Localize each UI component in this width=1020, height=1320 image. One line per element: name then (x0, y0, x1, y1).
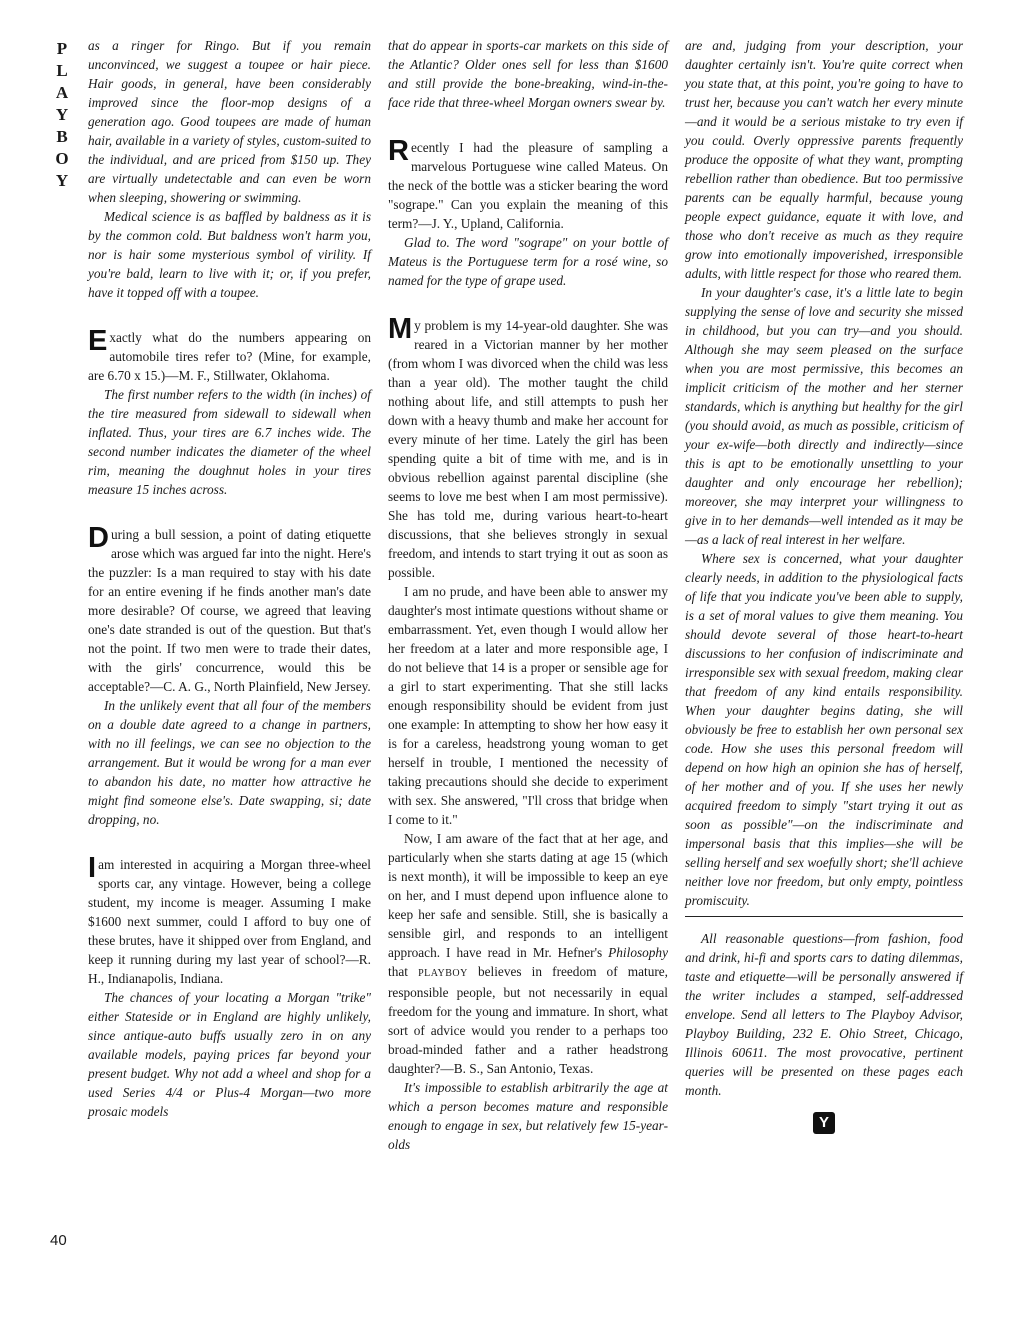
baldness-answer: Medical science is as baffled by baldness as it is by the common cold. But baldness won't harm you, nor is hair some mysterious symbol of virility. If you're bald, learn to live with it; or, if you prefer, have it topped off with a toupee. (88, 209, 371, 300)
section-divider (685, 916, 963, 917)
drop-cap: D (88, 522, 109, 554)
morgan-answer: The chances of your locating a Morgan "trike" either Stateside or in England are highly unlikely, since antique-auto buffs usually zero in on any available models, paying prices far beyond your present budget. Why not add a wheel and shop for a used Series 4/4 or Plus-4 Morgan—two more prosaic models (88, 990, 371, 1119)
rabbit-logo-icon: Y (813, 1112, 835, 1134)
tires-question (88, 325, 371, 385)
column-3 (685, 36, 963, 1134)
masthead-letter: Y (55, 171, 69, 190)
morgan-question (88, 852, 371, 988)
morgan-answer-continued: that do appear in sports-car markets on this side of the Atlantic? Older ones sell for less than $1600 and still provide the bone-breaking, wind-in-the-face ride that three-wheel Morgan owners swear by. (388, 38, 668, 110)
playboy-masthead (50, 38, 74, 192)
playboy-smallcaps: PLAYBOY (418, 968, 468, 979)
drop-cap: M (388, 313, 413, 345)
wine-answer: Glad to. The word "sogrape" on your bottle of Mateus is the Portuguese term for a rosé wine, so named for the type of grape used. (388, 235, 668, 288)
daughter-answer: It's impossible to establish arbitrarily the age at which a person becomes mature and responsible enough to engage in sex, but relatively few 15-year-olds (388, 1080, 668, 1152)
dating-question (88, 522, 371, 696)
text-run: believes in freedom of mature, responsible people, but not necessarily in equal freedom for the young and immature. In short, what sort of advice would you render to a perhaps too broad-minded father and a rather headstrong daughter?—B. S., San Antonio, Texas. (388, 964, 668, 1076)
wine-question-text: ecently I had the pleasure of sampling a marvelous Portuguese wine called Mateus. On the neck of the bottle was a sticker bearing the word "sogrape." Can you explain the meaning of this term?—J. Y., Upland, California. (388, 140, 668, 231)
masthead-letter: A (55, 83, 69, 102)
masthead-letter: Y (55, 105, 69, 124)
drop-cap: I (88, 852, 97, 884)
drop-cap: E (88, 325, 108, 357)
text-run: Now, I am aware of the fact that at her age, and particularly when she starts dating at age 15 (which is next month), it will be impossible to keep an eye on her, and I must depend upon influence alone to keep her safe and sensible. Still, she is basically a sensible girl, and responds to an intelligent approach. I have read in Mr. Hefner's (388, 831, 668, 960)
masthead-letter: L (56, 61, 68, 80)
dating-answer: In the unlikely event that all four of the members on a double date agreed to a change in partners, with no ill feelings, we can see no objection to the arrangement. But it would be wrong for a man ever to abandon his date, no matter how attractive he might find someone else's. Date swapping, si; date dropping, no. (88, 698, 371, 827)
column-1 (88, 36, 371, 1121)
tires-question-text: xactly what do the numbers appearing on automobile tires refer to? (Mine, for example, are 6.70 x 15.)—M. F., Stillwater, Oklahoma. (88, 330, 371, 383)
daughter-question (388, 313, 668, 582)
column-2 (388, 36, 668, 1154)
daughter-answer-paragraph: Where sex is concerned, what your daughter clearly needs, in addition to the physiological facts of life that you indicate you've been able to supply, is a set of moral values to give them meaning. You should devote several of those heart-to-heart discussions to her confusion of indiscriminate and irresponsible sex with sexual freedom, making clear that freedom of any kind entails responsibility. When your daughter begins dating, she will obviously be free to establish her own personal sex code. How she uses this personal freedom will depend on how high an opinion she has of herself, of her mother and of you. If she uses her newly acquired freedom to simply "start trying it out as soon as possible"—on the indiscriminate and impersonal basis that this implies—she will be selling herself and sex woefully short; she'll achieve neither love nor freedom, but only empty, pointless promiscuity. (685, 551, 963, 908)
daughter-question-text: y problem is my 14-year-old daughter. She was reared in a Victorian manner by her mother (from whom I was divorced when the child was less than a year old). The mother taught the child nothing about life, and still attempts to push her down with a heavy thumb and make her account for every minute of her time. Lately the girl has been spending quite a bit of time with me, and is in obvious rebellion against parental discipline (she seems to love me best when I am most permissive). She has told me, during various heart-to-heart discussions, that she believes strongly in sexual freedom, and intends to start trying it out as soon as possible. (388, 318, 668, 580)
daughter-answer-paragraph: In your daughter's case, it's a little late to begin supplying the sense of love and security she missed in childhood, but you can try—and you should. Although she may seem pleased on the surface when you are most permissive, this becomes an implicit criticism of the mother and her sterner standards, which is anything but healthy for the girl (you should avoid, as much as possible, criticism of your ex-wife—both directly and indirectly—since this is apt to be emotionally unsettling to your daughter and only encourage her rebellion); moreover, she may interpret your willingness to give in to her demands—well intended as it may be—as a lack of real interest in her welfare. (685, 285, 963, 547)
masthead-letter: O (55, 149, 69, 168)
wine-question (388, 135, 668, 233)
daughter-question-paragraph: I am no prude, and have been able to answer my daughter's most intimate questions without shame or embarrassment. Yet, even though I would allow her her freedom at a later and more responsible age, I do not believe that 14 is a proper or sensible age for a girl to start experimenting. That she still lacks enough responsibility should be evident from just one example: In attempting to show her how easy it is for a careless, headstrong young woman to get herself in trouble, I mentioned the necessity of taking precautions should she decide to experiment with sex. She answered, "I'll cross that bridge when I come to it." (388, 584, 668, 827)
morgan-question-text: am interested in acquiring a Morgan three-wheel sports car, any vintage. However, being a college student, my income is meager. Assuming I make $1600 next summer, could I afford to buy one of these brutes, have it shipped over from England, and keep it running during my last year of school?—R. H., Indianapolis, Indiana. (88, 857, 371, 986)
philosophy-title: Philosophy (608, 945, 668, 960)
tires-answer: The first number refers to the width (in inches) of the tire measured from sidewall to sidewall when inflated. Thus, your tires are 6.7 inches wide. The second number indicates the diameter of the wheel rim, meaning the doughnut holes in your tires measure 15 inches across. (88, 387, 371, 497)
daughter-question-paragraph (388, 829, 668, 1078)
toupee-answer-continued: as a ringer for Ringo. But if you remain unconvinced, we suggest a toupee or hair piece. Hair goods, in general, have been considerably improved since the floor-mop designs of a generation ago. Good toupees are made of human hair, available in a variety of styles, custom-suited to the individual, and are priced from $150 up. They are virtually undetectable and can even be worn when sleeping, showering or swimming. (88, 38, 371, 205)
dating-question-text: uring a bull session, a point of dating etiquette arose which was argued far into the night. Here's the puzzler: Is a man required to stay with his date for an entire evening if he finds another man's date more desirable? Of course, we agreed that leaving one's date stranded is out of the question. But that's not the point. If two men were to trade their dates, with the girls' concurrence, would this be acceptable?—C. A. G., North Plainfield, New Jersey. (88, 527, 371, 694)
page-number: 40 (50, 1232, 67, 1249)
text-run: that (388, 964, 419, 979)
drop-cap: R (388, 135, 409, 167)
masthead-letter: P (56, 39, 68, 58)
masthead-letter: B (56, 127, 68, 146)
daughter-answer-continued: are and, judging from your description, your daughter certainly isn't. You're quite correct when you state that, at this point, you're going to have to trust her, because you can't watch her every minute—and it would be a serious mistake to try even if you could. Overly oppressive parents frequently produce the opposite of what they want, prompting rebellion rather than obedience. But too permissive parents can be equally harmful, because young people expect guidance, equate it with love, and those who don't receive as much as they require grow into emotionally impoverished, irresponsible adults, with little respect for those who reared them. (685, 38, 963, 281)
advisor-submission-note: All reasonable questions—from fashion, food and drink, hi-fi and sports cars to dating dilemmas, taste and etiquette—will be personally answered if the writer includes a stamped, self-addressed envelope. Send all letters to The Playboy Advisor, Playboy Building, 232 E. Ohio Street, Chicago, Illinois 60611. The most provocative, pertinent queries will be presented on these pages each month. (685, 931, 963, 1098)
